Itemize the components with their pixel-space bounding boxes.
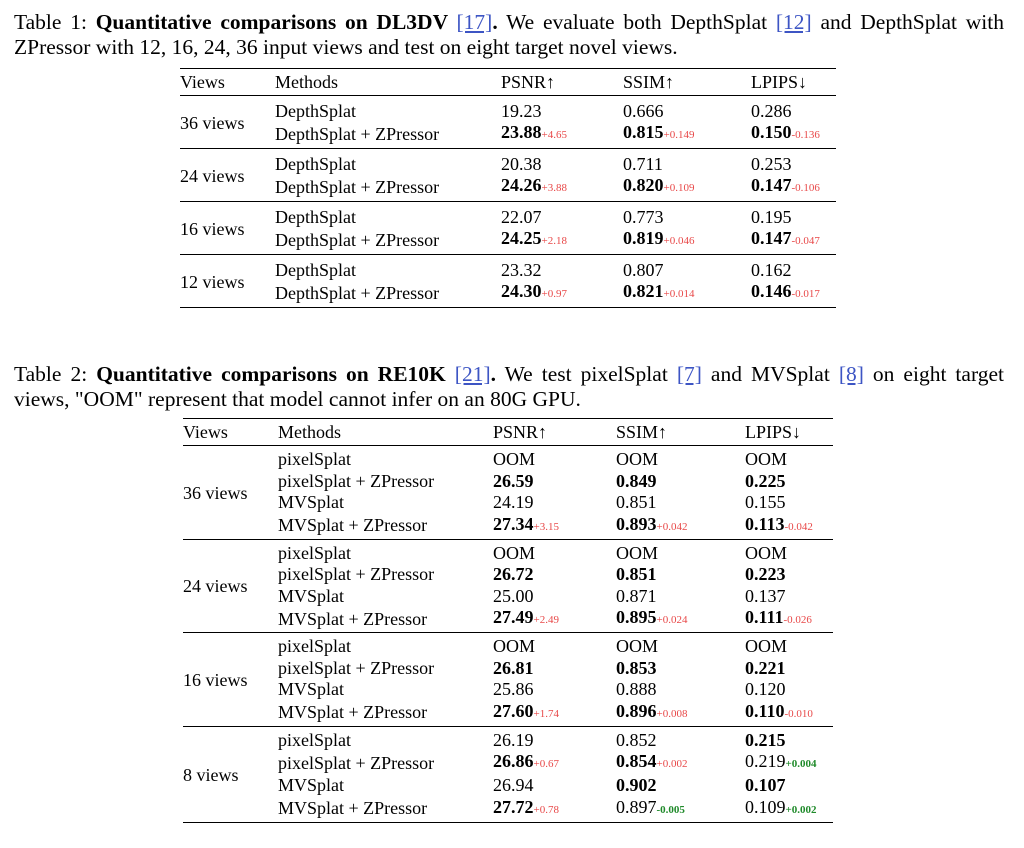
psnr-delta: +1.74 [533,707,559,720]
ssim-delta: +0.008 [656,707,688,720]
ssim-value: 0.902 [616,775,657,796]
lpips-value: 0.147 [751,228,792,248]
ssim-cell [623,100,751,122]
psnr-cell [493,679,616,701]
ssim-value: 0.820 [623,175,664,195]
ssim-cell [616,797,745,821]
caption-prefix: Table 2: [14,362,97,386]
ssim-cell [616,564,745,586]
lpips-value: 0.137 [745,585,786,606]
lpips-cell [745,543,833,565]
psnr-value: OOM [493,449,536,470]
psnr-value: OOM [493,542,536,563]
psnr-cell [493,449,616,471]
table2-caption [14,362,1004,412]
table-row [180,281,836,305]
ssim-delta: +0.149 [663,129,695,141]
lpips-cell [751,281,836,305]
lpips-cell [751,206,836,228]
ssim-cell [616,679,745,701]
ssim-cell [616,730,745,752]
lpips-value: 0.215 [745,729,786,750]
lpips-value: 0.162 [751,259,792,280]
lpips-delta: -0.042 [784,520,813,533]
lpips-value: OOM [745,542,788,563]
psnr-value: 25.00 [493,585,534,606]
psnr-delta: +0.97 [541,288,567,300]
lpips-value: 0.111 [745,607,784,627]
lpips-cell [745,514,833,538]
lpips-cell [745,607,833,631]
citation-link[interactable]: [7] [676,362,702,386]
ssim-cell [616,701,745,725]
caption-bold-title: Quantitative comparisons on RE10K [96,362,455,386]
psnr-cell [501,153,623,175]
psnr-cell [493,471,616,493]
table-row [183,751,833,775]
method-cell: pixelSplat [278,636,351,657]
psnr-value: 23.88 [501,122,542,142]
psnr-value: 26.59 [493,470,534,491]
lpips-delta: +0.004 [785,758,817,770]
ssim-cell [616,514,745,538]
header-views: Views [180,71,225,92]
ssim-cell [623,206,751,228]
method-cell: MVSplat [278,492,345,513]
views-cell: 8 views [183,764,239,785]
table-row [183,775,833,797]
method-cell: DepthSplat + ZPressor [275,282,440,303]
method-cell: DepthSplat + ZPressor [275,176,440,197]
lpips-delta: +0.002 [785,803,817,816]
method-cell: pixelSplat [278,729,351,750]
lpips-value: 0.219 [745,751,786,771]
psnr-cell [501,175,623,199]
lpips-cell [751,259,836,281]
table-row [180,175,836,199]
lpips-cell [745,679,833,701]
header-lpips: LPIPS↓ [751,71,808,92]
psnr-cell [501,122,623,146]
ssim-cell [616,471,745,493]
caption-text: We test pixelSplat [495,362,677,386]
lpips-value: 0.146 [751,281,792,301]
psnr-cell [501,228,623,252]
lpips-value: 0.225 [745,470,786,491]
views-cell: 16 views [180,218,245,239]
lpips-cell [745,775,833,797]
method-cell: DepthSplat + ZPressor [275,229,440,250]
table-row [183,658,833,680]
psnr-cell [493,658,616,680]
ssim-value: 0.849 [616,470,657,491]
method-cell: MVSplat + ZPressor [278,608,428,629]
lpips-value: OOM [745,449,788,470]
ssim-value: 0.851 [616,564,657,585]
ssim-value: 0.819 [623,228,664,248]
lpips-cell [751,122,836,146]
ssim-value: 0.773 [623,206,664,227]
table-header-row [183,419,833,446]
psnr-cell [493,514,616,538]
table-row [183,730,833,752]
lpips-value: 0.150 [751,122,792,142]
lpips-value: 0.107 [745,775,786,796]
views-cell: 36 views [183,482,248,503]
ssim-delta: -0.005 [656,803,685,816]
ssim-cell [616,586,745,608]
psnr-value: 19.23 [501,100,542,121]
lpips-cell [745,564,833,586]
ssim-value: 0.895 [616,607,657,627]
table-row [183,543,833,565]
caption-bold-title: Quantitative comparisons on DL3DV [95,10,457,34]
psnr-value: 24.26 [501,175,542,195]
lpips-cell [751,228,836,252]
ssim-value: 0.815 [623,122,664,142]
ssim-value: 0.852 [616,729,657,750]
table-header-row [180,69,836,96]
lpips-cell [745,449,833,471]
psnr-cell [501,206,623,228]
ssim-cell [616,543,745,565]
ssim-delta: +0.046 [663,235,695,247]
method-cell: pixelSplat [278,449,351,470]
lpips-value: 0.109 [745,796,786,817]
views-cell: 16 views [183,669,248,690]
ssim-value: 0.888 [616,679,657,700]
ssim-cell [616,775,745,797]
lpips-value: 0.120 [745,679,786,700]
ssim-cell [623,175,751,199]
caption-text: We evaluate both DepthSplat [497,10,776,34]
psnr-cell [493,797,616,821]
lpips-cell [745,658,833,680]
lpips-value: 0.286 [751,100,792,121]
caption-prefix: Table 1: [14,10,96,34]
lpips-value: OOM [745,636,788,657]
table-row [183,607,833,631]
table-row [183,679,833,701]
psnr-cell [493,543,616,565]
table-row [183,471,833,493]
lpips-cell [745,797,833,821]
method-cell: MVSplat [278,775,345,796]
table-row [183,449,833,471]
psnr-value: 27.72 [493,796,534,817]
method-cell: MVSplat + ZPressor [278,702,428,722]
header-methods: Methods [278,421,341,442]
method-cell: pixelSplat [278,542,351,563]
psnr-cell [501,281,623,305]
method-cell: pixelSplat + ZPressor [278,752,435,773]
method-cell: MVSplat [278,585,345,606]
method-cell: MVSplat + ZPressor [278,515,428,535]
psnr-cell [493,564,616,586]
lpips-delta: -0.010 [784,707,813,720]
ssim-value: 0.821 [623,281,664,301]
lpips-cell [745,636,833,658]
method-cell: pixelSplat + ZPressor [278,657,435,678]
lpips-value: 0.155 [745,492,786,513]
ssim-value: OOM [616,449,659,470]
table2 [183,418,833,823]
views-cell: 36 views [180,112,245,133]
method-cell: pixelSplat + ZPressor [278,564,435,585]
caption-text: and DepthSplat with ZPressor with 12, 16, 24, 36 input views and test on eight target novel views. [14,10,1004,59]
ssim-cell [616,636,745,658]
ssim-value: 0.711 [623,153,663,174]
lpips-delta: -0.136 [791,129,820,141]
lpips-value: 0.253 [751,153,792,174]
psnr-cell [501,100,623,122]
citation-link[interactable]: [17] [456,10,493,34]
header-psnr: PSNR↑ [493,421,548,442]
table-row [183,514,833,538]
psnr-cell [493,636,616,658]
lpips-cell [751,100,836,122]
ssim-value: 0.666 [623,100,664,121]
psnr-delta: +2.18 [541,235,567,247]
psnr-value: 23.32 [501,259,542,280]
table1-caption [14,10,1004,60]
ssim-value: 0.851 [616,492,657,513]
table-row [183,701,833,725]
caption-text: on eight target views, "OOM" represent that model cannot infer on an 80G GPU. [14,362,1004,411]
ssim-value: 0.853 [616,657,657,678]
method-cell: pixelSplat + ZPressor [278,470,435,491]
psnr-value: 26.72 [493,564,534,585]
citation-link[interactable]: [21] [454,362,491,386]
ssim-value: 0.896 [616,700,657,721]
ssim-cell [623,281,751,305]
table-row [180,100,836,122]
ssim-cell [616,751,745,775]
header-lpips: LPIPS↓ [745,421,802,442]
caption-period: . [492,10,498,34]
ssim-delta: +0.109 [663,182,695,194]
ssim-value: 0.854 [616,751,657,771]
ssim-cell [616,658,745,680]
ssim-delta: +0.002 [656,758,688,770]
ssim-value: 0.893 [616,513,657,534]
method-cell: DepthSplat [275,100,356,121]
lpips-value: 0.223 [745,564,786,585]
psnr-value: 26.94 [493,775,534,796]
views-cell: 12 views [180,271,245,292]
lpips-value: 0.195 [751,206,792,227]
method-cell: DepthSplat + ZPressor [275,123,440,144]
lpips-value: 0.110 [745,700,785,721]
psnr-cell [493,730,616,752]
ssim-cell [623,259,751,281]
lpips-cell [745,751,833,775]
table-row [183,564,833,586]
ssim-cell [623,122,751,146]
method-cell: MVSplat + ZPressor [278,798,428,818]
psnr-cell [501,259,623,281]
psnr-value: 27.49 [493,607,534,627]
ssim-value: OOM [616,636,659,657]
ssim-value: OOM [616,542,659,563]
table-row [183,586,833,608]
psnr-cell [493,751,616,775]
psnr-delta: +3.88 [541,182,567,194]
lpips-delta: -0.047 [791,235,820,247]
ssim-delta: +0.014 [663,288,695,300]
psnr-value: 24.25 [501,228,542,248]
method-cell: MVSplat [278,679,345,700]
method-cell: DepthSplat [275,153,356,174]
psnr-value: 24.19 [493,492,534,513]
psnr-value: OOM [493,636,536,657]
ssim-value: 0.871 [616,585,657,606]
psnr-delta: +0.67 [533,758,559,770]
views-cell: 24 views [183,576,248,597]
caption-period: . [490,362,496,386]
lpips-delta: -0.017 [791,288,820,300]
ssim-cell [623,153,751,175]
lpips-cell [745,492,833,514]
ssim-cell [616,492,745,514]
ssim-delta: +0.042 [656,520,688,533]
psnr-value: 20.38 [501,153,542,174]
table-row [180,228,836,252]
ssim-value: 0.897 [616,796,657,817]
psnr-value: 27.34 [493,513,534,534]
lpips-cell [751,153,836,175]
ssim-cell [623,228,751,252]
lpips-cell [745,471,833,493]
psnr-delta: +3.15 [533,520,559,533]
lpips-cell [751,175,836,199]
psnr-cell [493,701,616,725]
ssim-value: 0.807 [623,259,664,280]
psnr-delta: +2.49 [533,614,559,626]
lpips-cell [745,730,833,752]
table-row [180,122,836,146]
ssim-delta: +0.024 [656,614,688,626]
lpips-value: 0.221 [745,657,786,678]
psnr-cell [493,607,616,631]
table-row [183,636,833,658]
table-row [180,206,836,228]
psnr-value: 26.19 [493,729,534,750]
psnr-delta: +0.78 [533,803,559,816]
citation-link[interactable]: [8] [838,362,864,386]
psnr-value: 26.81 [493,657,534,678]
method-cell: DepthSplat [275,259,356,280]
header-ssim: SSIM↑ [623,71,675,92]
caption-text: and MVSplat [701,362,839,386]
header-methods: Methods [275,71,338,92]
header-ssim: SSIM↑ [616,421,668,442]
table-row [183,492,833,514]
citation-link[interactable]: [12] [775,10,812,34]
table1 [180,68,836,308]
ssim-cell [616,449,745,471]
views-cell: 24 views [180,165,245,186]
method-cell: DepthSplat [275,206,356,227]
ssim-cell [616,607,745,631]
psnr-delta: +4.65 [541,129,567,141]
psnr-cell [493,775,616,797]
header-views: Views [183,421,228,442]
lpips-delta: -0.026 [783,614,812,626]
lpips-cell [745,586,833,608]
table-row [180,153,836,175]
psnr-value: 22.07 [501,206,542,227]
header-psnr: PSNR↑ [501,71,556,92]
psnr-value: 25.86 [493,679,534,700]
psnr-value: 24.30 [501,281,542,301]
table-row [183,797,833,821]
table-row [180,259,836,281]
psnr-value: 26.86 [493,751,534,771]
psnr-value: 27.60 [493,700,534,721]
psnr-cell [493,492,616,514]
lpips-value: 0.147 [751,175,792,195]
psnr-cell [493,586,616,608]
lpips-delta: -0.106 [791,182,820,194]
lpips-value: 0.113 [745,513,785,534]
lpips-cell [745,701,833,725]
